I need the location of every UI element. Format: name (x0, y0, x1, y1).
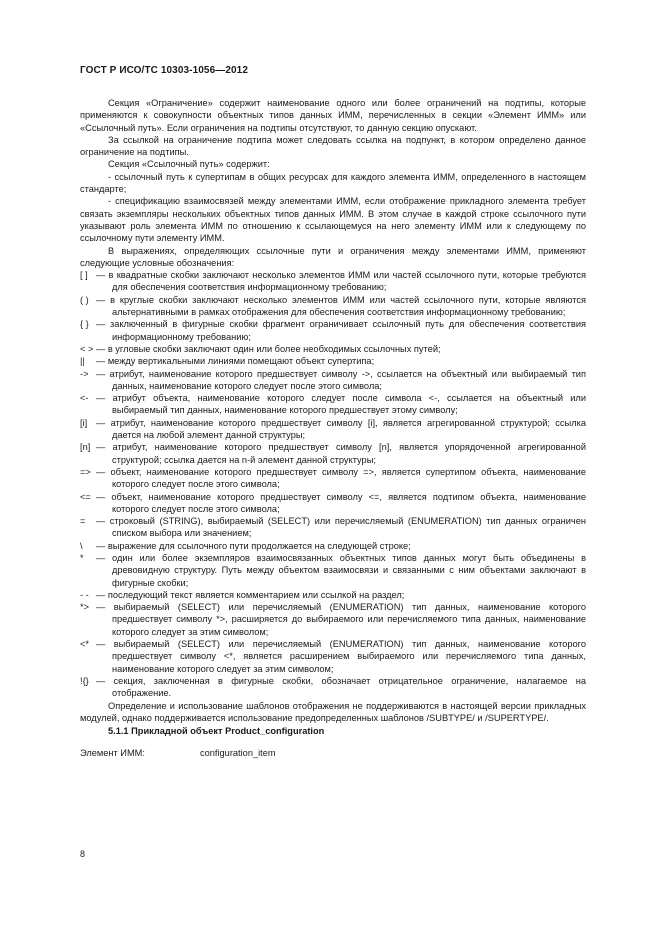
notation-item (80, 601, 586, 638)
paragraph: Секция «Ограничение» содержит наименование одного или более ограничений на подтипы, которые применяются к совокупности объектных типов данных ИММ, перечисленных в секции «Элемент ИММ» или «Ссылочный путь». Если ограничения на подтипы отсутствуют, то данную секцию опускают. (80, 98, 586, 133)
notation-symbol: [n] (80, 442, 91, 453)
notation-symbol: || (80, 356, 85, 367)
notation-item (80, 368, 586, 393)
notation-item (80, 417, 586, 442)
notation-symbol: => (80, 466, 91, 477)
notation-text: — один или более экземпляров взаимосвязанных объектных типов данных могут быть объединены в древовидную структуру. Путь между объектом взаимосвязи и связанными с ним объектами заключают в фигурные скобки; (96, 552, 586, 588)
paragraph: За ссылкой на ограничение подтипа может следовать ссылка на подпункт, в котором определено данное ограничение на подтипы. (80, 134, 586, 158)
element-value: configuration_item (200, 747, 276, 758)
notation-item (80, 318, 586, 343)
notation-item (80, 355, 586, 367)
notation-symbol: -> (80, 368, 89, 379)
notation-item (80, 466, 586, 491)
document-header: ГОСТ Р ИСО/ТС 10303-1056—2012 (80, 65, 248, 76)
list-item: - ссылочный путь к супертипам в общих ресурсах для каждого элемента ИММ, определенного в настоящем стандарте; (80, 171, 586, 195)
list-item: - спецификацию взаимосвязей между элементами ИММ, если отображение прикладного элемента требует связать экземпляры нескольких объектных типов данных ИММ. В этом случае в каждой строке ссылочного пути указывают роль элемента ИММ по отношению к ссылающемуся на него элементу ИММ или к следующему по ссылочному пути элементу ИММ. (80, 196, 586, 244)
notation-text: — атрибут, наименование которого предшествует символу [n], является упорядоченной агрегированной структурой; ссылка дается на n-й элемент данной структуры; (96, 442, 586, 465)
notation-symbol: { } (80, 319, 89, 330)
notation-text: — в круглые скобки заключают несколько элементов ИММ или частей ссылочного пути, которые являются альтернативными в рамках отображения для обеспечения соответствия информационному требованию; (96, 294, 586, 318)
notation-list (80, 269, 586, 699)
notation-symbol: !{} (80, 675, 89, 686)
notation-symbol: <- (80, 393, 89, 404)
notation-text: — атрибут объекта, наименование которого следует после символа <-, ссылается на объектный или выбираемый тип данных, наименование которого предшествует этому символу; (96, 393, 586, 416)
notation-text: — объект, наименование которого предшествует символу <=, является подтипом объекта, наименование которого следует после этого символа; (96, 491, 586, 514)
notation-symbol: ( ) (80, 294, 89, 305)
notation-item (80, 540, 586, 552)
notation-text: — заключенный в фигурные скобки фрагмент ограничивает ссылочный путь для обеспечения соответствия информационному требованию; (96, 319, 586, 342)
notation-symbol: <= (80, 491, 91, 502)
paragraph: Секция «Ссылочный путь» содержит: (108, 159, 270, 170)
notation-text: — выбираемый (SELECT) или перечисляемый (ENUMERATION) тип данных, наименование которого предшествует символу <*, является расширением выбираемого или перечисляемого типа данных, наименование которого следует за этим символом; (96, 639, 586, 674)
notation-symbol: = (80, 516, 86, 527)
notation-text: — выбираемый (SELECT) или перечисляемый (ENUMERATION) тип данных, наименование которого предшествует символу *>, расширяется до выбираемого или перечисляемого типа данных, наименование которого следует за этим символом; (96, 602, 586, 637)
notation-item (80, 589, 586, 601)
notation-item (80, 269, 586, 294)
notation-item (80, 441, 586, 466)
notation-text: — атрибут, наименование которого предшествует символу ->, ссылается на объектный или выбираемый тип данных, наименование которого следует после этого символа; (96, 368, 586, 391)
notation-text: — строковый (STRING), выбираемый (SELECT) или перечисляемый (ENUMERATION) тип данных ограничен списком выбора или значением; (96, 516, 586, 539)
element-row (80, 747, 586, 759)
page-number: 8 (80, 849, 86, 859)
element-label: Элемент ИММ: (80, 747, 145, 758)
subsection-title: 5.1.1 Прикладной объект Product_configuration (108, 726, 325, 737)
paragraph: Определение и использование шаблонов отображения не поддерживаются в настоящей версии прикладных модулей, однако поддерживается использование предопределенных шаблонов /SUBTYPE/ и /SUPERTYPE/. (80, 700, 586, 723)
notation-symbol: \ (80, 540, 83, 551)
notation-symbol: [i] (80, 417, 88, 428)
notation-symbol: *> (80, 602, 90, 613)
document-body (80, 97, 586, 759)
paragraph: В выражениях, определяющих ссылочные пути и ограничения между элементами ИММ, применяют следующие условные обозначения: (80, 245, 586, 268)
notation-symbol: [ ] (80, 270, 88, 281)
notation-item (80, 638, 586, 675)
notation-item (80, 392, 586, 417)
notation-symbol: - - (80, 589, 89, 600)
notation-symbol: < > (80, 343, 94, 354)
notation-item (80, 675, 586, 700)
notation-text: — в квадратные скобки заключают несколько элементов ИММ или частей ссылочного пути, которые требуются для обеспечения соответствия информационному требованию; (96, 270, 586, 293)
notation-item (80, 552, 586, 589)
notation-text: — атрибут, наименование которого предшествует символу [i], является агрегированной структурой; ссылка дается на любой элемент данной структуры; (96, 417, 586, 441)
notation-text: — в угловые скобки заключают один или более необходимых ссылочных путей; (96, 343, 441, 354)
notation-text: — объект, наименование которого предшествует символу =>, является супертипом объекта, наименование которого следует после этого символа; (96, 466, 586, 490)
notation-symbol: * (80, 552, 84, 563)
notation-symbol: <* (80, 639, 90, 650)
notation-item (80, 294, 586, 319)
notation-item (80, 343, 586, 355)
notation-item (80, 515, 586, 540)
notation-text: — выражение для ссылочного пути продолжается на следующей строке; (96, 540, 411, 551)
notation-text: — секция, заключенная в фигурные скобки, обозначает отрицательное ограничение, налагаемое на отображение. (96, 675, 586, 699)
notation-item (80, 491, 586, 516)
notation-text: — последующий текст является комментарием или ссылкой на раздел; (96, 589, 405, 600)
notation-text: — между вертикальными линиями помещают объект супертипа; (96, 356, 375, 367)
